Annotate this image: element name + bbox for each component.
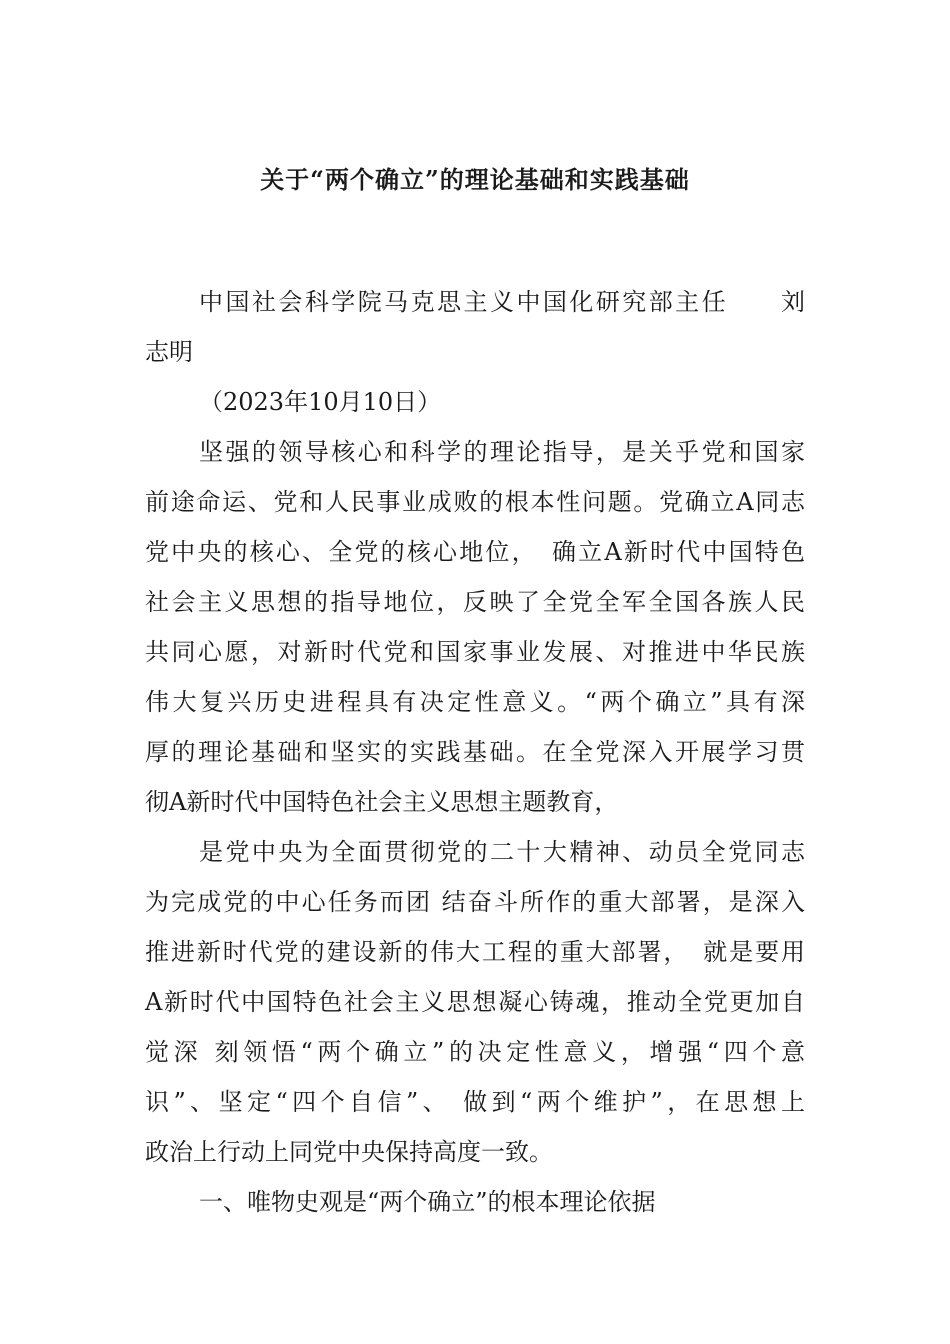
author-line: 中国社会科学院马克思主义中国化研究部主任 刘 — [199, 288, 805, 316]
paragraph-2-line: 是党中央为全面贯彻党的二十大精神、动员全党同志 — [199, 838, 805, 866]
author-line-continued: 志明 — [145, 338, 193, 366]
paragraph-1-line: 前途命运、党和人民事业成败的根本性问题。党确立A同志 — [145, 488, 805, 516]
document-body — [145, 277, 805, 1227]
document-title: 关于“两个确立”的理论基础和实践基础 — [260, 165, 690, 194]
paragraph-2-line: 为完成党的中心任务而团 结奋斗所作的重大部署，是深入 — [145, 888, 805, 916]
paragraph-2-line: A新时代中国特色社会主义思想凝心铸魂，推动全党更加自 — [145, 988, 805, 1016]
paragraph-2-line: 识”、坚定“四个自信”、 做到“两个维护”，在思想上 — [145, 1088, 805, 1116]
paragraph-1-line: 社会主义思想的指导地位，反映了全党全军全国各族人民 — [145, 588, 805, 616]
section-heading: 一、唯物史观是“两个确立”的根本理论依据 — [199, 1188, 656, 1216]
paragraph-1-line: 彻A新时代中国特色社会主义思想主题教育， — [145, 788, 619, 816]
date-line: （2023年10月10日） — [199, 388, 442, 416]
paragraph-1-line: 共同心愿，对新时代党和国家事业发展、对推进中华民族 — [145, 638, 805, 666]
paragraph-1-line: 党中央的核心、全党的核心地位， 确立A新时代中国特色 — [145, 538, 805, 566]
paragraph-2-line: 推进新时代党的建设新的伟大工程的重大部署， 就是要用 — [145, 938, 805, 966]
paragraph-1-line: 坚强的领导核心和科学的理论指导，是关乎党和国家 — [199, 438, 805, 466]
paragraph-2-line: 觉深 刻领悟“两个确立”的决定性意义，增强“四个意 — [145, 1038, 805, 1066]
paragraph-1-line: 伟大复兴历史进程具有决定性意义。“两个确立”具有深 — [145, 688, 805, 716]
paragraph-2-line: 政治上行动上同党中央保持高度一致。 — [145, 1138, 553, 1166]
paragraph-1-line: 厚的理论基础和坚实的实践基础。在全党深入开展学习贯 — [145, 738, 805, 766]
